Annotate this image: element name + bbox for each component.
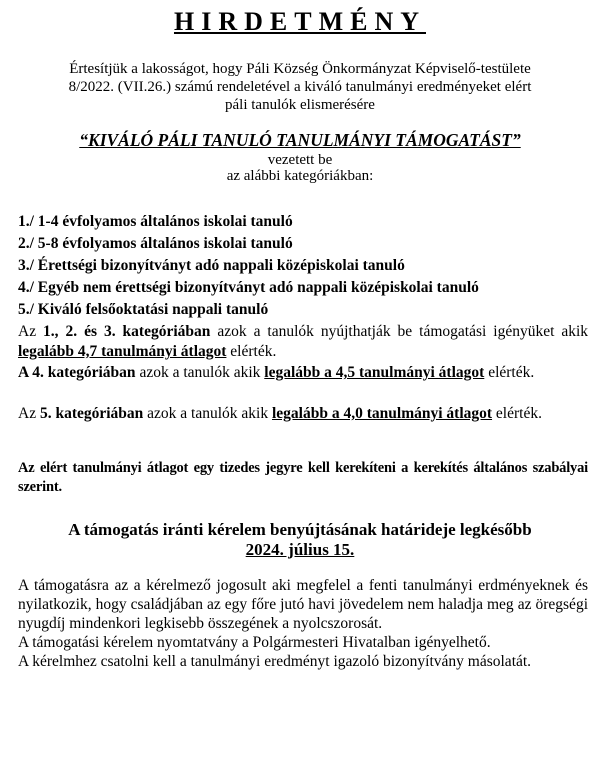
- category-item: 3./ Érettségi bizonyítványt adó nappali középiskolai tanuló: [18, 257, 405, 274]
- rule-category: 1., 2. és 3. kategóriában: [43, 323, 211, 340]
- intro-text: [0, 60, 600, 114]
- rule-category-4: [18, 363, 588, 383]
- eligibility-paragraph: A támogatásra az a kérelmező jogosult aki megfelel a fenti tanulmányi erdményeknek és nyilatkozik, hogy családjában az egy főre jutó havi jövedelem nem haladja meg az öregségi nyugdíj mindenkori legkisebb összegének a nyolcszorosát.: [18, 577, 588, 632]
- rule-text: elérték.: [495, 405, 542, 422]
- attachment-paragraph: A kérelmhez csatolni kell a tanulmányi eredményt igazoló bizonyítvány másolatát.: [18, 653, 532, 670]
- rounding-note: Az elért tanulmányi átlagot egy tizedes jegyre kell kerekíteni a kerekítés általános szabályai szerint.: [18, 460, 588, 495]
- rule-threshold: legalább 4,7 tanulmányi átlagot: [18, 343, 227, 360]
- rule-text: Az: [18, 323, 37, 340]
- rule-category: A 4. kategóriában: [18, 364, 136, 381]
- category-item: 5./ Kiváló felsőoktatási nappali tanuló: [18, 301, 269, 318]
- form-paragraph: A támogatási kérelem nyomtatvány a Polgármesteri Hivatalban igényelhető.: [18, 634, 491, 651]
- intro-line: páli tanulók elismerésére: [225, 97, 375, 113]
- sub-line: az alábbi kategóriákban:: [226, 168, 374, 184]
- rule-category-5: [18, 404, 588, 424]
- category-item: 1./ 1-4 évfolyamos általános iskolai tanuló: [18, 213, 293, 230]
- rule-text: azok a tanulók akik: [139, 364, 261, 381]
- rule-text: elérték.: [230, 343, 277, 360]
- category-item: 4./ Egyéb nem érettségi bizonyítványt adó nappali középiskolai tanuló: [18, 279, 479, 296]
- rule-threshold: legalább a 4,0 tanulmányi átlagot: [272, 405, 493, 422]
- category-list: [18, 211, 593, 321]
- rule-threshold: legalább a 4,5 tanulmányi átlagot: [264, 364, 485, 381]
- rule-text: azok a tanulók nyújthatják be támogatási igényüket akik: [217, 323, 589, 340]
- program-name: “KIVÁLÓ PÁLI TANULÓ TANULMÁNYI TÁMOGATÁST”: [79, 130, 521, 150]
- rule-category: 5. kategóriában: [39, 405, 144, 422]
- rule-text: azok a tanulók akik: [147, 405, 269, 422]
- page-title: HIRDETMÉNY: [173, 7, 426, 36]
- intro-line: Értesítjük a lakosságot, hogy Páli Község Önkormányzat Képviselő-testülete: [69, 61, 531, 77]
- deadline-block: [0, 520, 600, 560]
- rule-text: elérték.: [488, 364, 535, 381]
- category-item: 2./ 5-8 évfolyamos általános iskolai tanuló: [18, 235, 293, 252]
- closing-text: [18, 576, 588, 671]
- rule-categories-1-3: [18, 322, 588, 362]
- intro-line: 8/2022. (VII.26.) számú rendeletével a kiváló tanulmányi eredményeket elért: [68, 79, 532, 95]
- sub-text: [0, 152, 600, 184]
- sub-line: vezetett be: [267, 152, 333, 168]
- deadline-date: 2024. július 15.: [245, 540, 355, 559]
- rule-text: Az: [18, 405, 37, 422]
- deadline-text: A támogatás iránti kérelem benyújtásának határideje legkésőbb: [68, 520, 532, 539]
